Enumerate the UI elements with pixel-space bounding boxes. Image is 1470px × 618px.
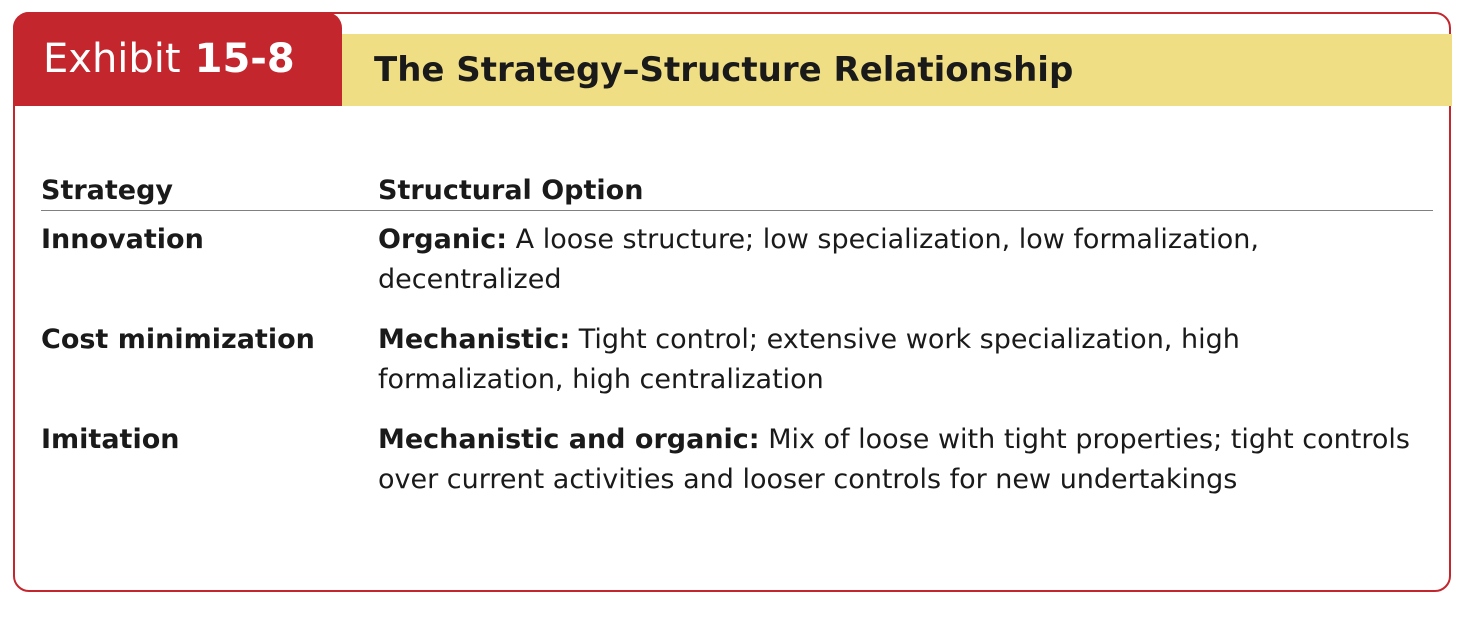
strategy-structure-table xyxy=(41,170,1433,500)
option-text: Mix of loose with tight properties; tight controls over current activities and looser controls for new undertakings xyxy=(378,424,1410,495)
option-lead: Mechanistic: xyxy=(378,324,571,355)
exhibit-number: 15-8 xyxy=(194,36,295,82)
strategy-cell: Innovation xyxy=(41,224,204,255)
strategy-cell: Imitation xyxy=(41,424,180,455)
option-text: Tight control; extensive work specialization, high formalization, high centralization xyxy=(378,324,1240,395)
table-row xyxy=(41,320,1433,400)
table-header-row xyxy=(41,170,1433,211)
exhibit-label-tab xyxy=(13,12,342,106)
exhibit-title: The Strategy–Structure Relationship xyxy=(374,50,1074,90)
table-row xyxy=(41,420,1433,500)
option-text: A loose structure; low specialization, low formalization, decentralized xyxy=(378,224,1259,295)
option-lead: Mechanistic and organic: xyxy=(378,424,760,455)
header-structural-option: Structural Option xyxy=(378,174,644,206)
table-row xyxy=(41,220,1433,300)
header-strategy: Strategy xyxy=(41,174,174,206)
exhibit-title-bar xyxy=(342,34,1452,106)
option-lead: Organic: xyxy=(378,224,508,255)
option-cell xyxy=(378,220,1433,300)
strategy-cell: Cost minimization xyxy=(41,324,315,355)
option-cell xyxy=(378,420,1433,500)
exhibit-label: Exhibit xyxy=(43,36,181,82)
option-cell xyxy=(378,320,1433,400)
